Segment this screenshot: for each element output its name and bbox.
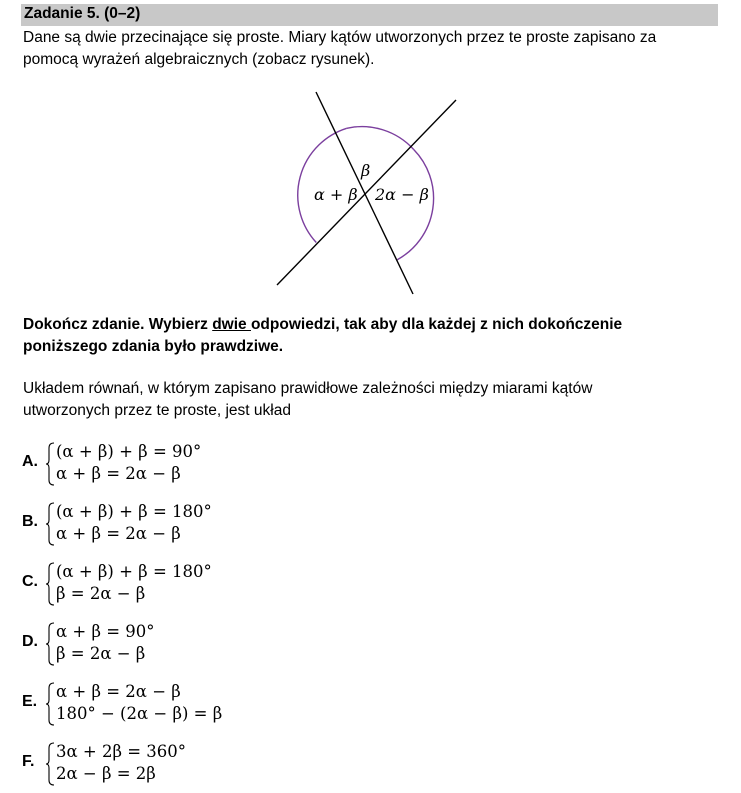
- option-letter: D.: [22, 633, 38, 650]
- intro-line-1: Dane są dwie przecinające się proste. Miary kątów utworzonych przez te proste zapisano za: [23, 29, 657, 46]
- instruction-text: [23, 314, 622, 358]
- intersecting-lines-figure: [0, 0, 741, 300]
- option-equation-1: α + β = 90°: [56, 622, 155, 641]
- label-2alpha-minus-beta: 2α − β: [375, 185, 429, 204]
- option-letter: B.: [22, 513, 38, 530]
- option-d[interactable]: [22, 622, 322, 668]
- option-equation-2: α + β = 2α − β: [56, 524, 181, 543]
- system-brace-icon: [45, 682, 55, 726]
- option-equation-1: α + β = 2α − β: [56, 682, 181, 701]
- intro-line-2: pomocą wyrażeń algebraicznych (zobacz rysunek).: [23, 51, 375, 68]
- option-letter: E.: [22, 693, 38, 710]
- option-equation-1: 3α + 2β = 360°: [56, 742, 187, 761]
- system-brace-icon: [45, 442, 55, 486]
- line-2: [277, 100, 456, 285]
- option-c[interactable]: [22, 562, 322, 608]
- option-f[interactable]: [22, 742, 322, 788]
- statement-line-2: utworzonych przez te proste, jest układ: [23, 402, 291, 419]
- angle-arc-right: [397, 150, 433, 260]
- statement-text: [23, 378, 592, 422]
- option-e[interactable]: [22, 682, 322, 728]
- label-beta: β: [361, 161, 371, 180]
- label-alpha-plus-beta: α + β: [314, 185, 358, 204]
- option-letter: C.: [22, 573, 38, 590]
- instruction-line-2: poniższego zdania było prawdziwe.: [23, 338, 284, 355]
- instruction-part-1: Dokończ zdanie. Wybierz: [23, 316, 213, 333]
- option-a[interactable]: [22, 442, 322, 488]
- instruction-underlined-word: dwie: [212, 316, 251, 333]
- option-equation-2: β = 2α − β: [56, 584, 146, 603]
- option-letter: F.: [22, 753, 35, 770]
- option-equation-1: (α + β) + β = 180°: [56, 562, 212, 581]
- task-title: Zadanie 5. (0–2): [24, 5, 141, 22]
- option-equation-2: β = 2α − β: [56, 644, 146, 663]
- system-brace-icon: [45, 562, 55, 606]
- option-equation-1: (α + β) + β = 90°: [56, 442, 202, 461]
- option-equation-2: α + β = 2α − β: [56, 464, 181, 483]
- option-equation-1: (α + β) + β = 180°: [56, 502, 212, 521]
- system-brace-icon: [45, 742, 55, 786]
- angle-arc-top: [347, 127, 414, 150]
- option-b[interactable]: [22, 502, 322, 548]
- option-equation-2: 2α − β = 2β: [56, 764, 156, 783]
- option-equation-2: 180° − (2α − β) = β: [56, 704, 223, 723]
- system-brace-icon: [45, 502, 55, 546]
- statement-line-1: Układem równań, w którym zapisano prawidłowe zależności między miarami kątów: [23, 380, 593, 397]
- instruction-part-2: odpowiedzi, tak aby dla każdej z nich dokończenie: [250, 316, 623, 333]
- option-letter: A.: [22, 453, 38, 470]
- system-brace-icon: [45, 622, 55, 666]
- instruction-line-1: [23, 314, 622, 336]
